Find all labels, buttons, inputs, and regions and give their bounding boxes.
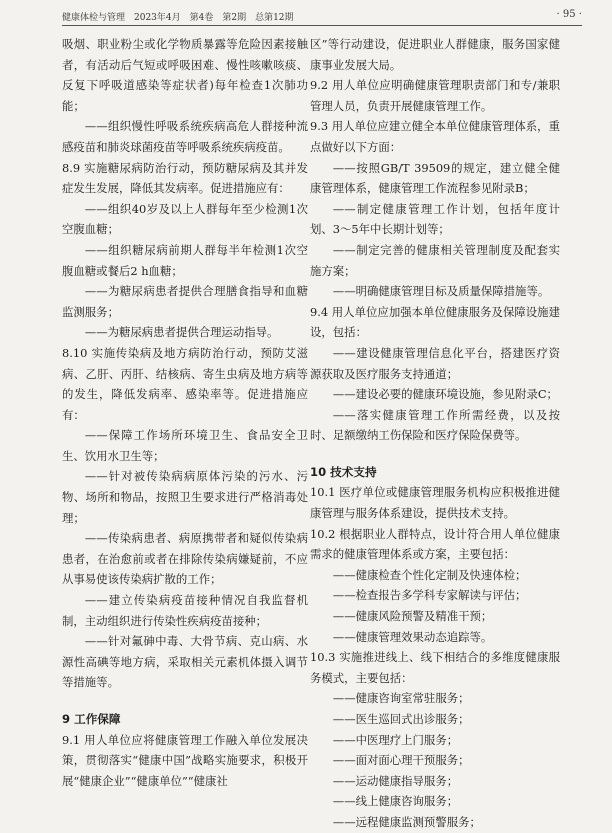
clause-paragraph: 10.1 医疗单位或健康管理服务机构应积极推进健康管理与服务体系建设，提供技术支持。 xyxy=(310,485,560,521)
clause-paragraph: 9.2 用人单位应明确健康管理职责部门和专/兼职管理人员，负责开展健康管理工作。 xyxy=(310,78,560,113)
journal-info: 健康体检与管理 2023年4月 第4卷 第2期 总第12期 xyxy=(62,13,294,23)
list-item: ——健康检查个性化定制及快速体检； xyxy=(332,567,527,582)
list-item: ——传染病患者、病原携带者和疑似传染病患者，在治愈前或者在排除传染病嫌疑前，不应从事易使该传染病扩散的工作； xyxy=(62,531,308,587)
clause-paragraph: 10.2 根据职业人群特点，设计符合用人单位健康需求的健康管理体系或方案，主要包括： xyxy=(310,526,560,562)
list-item: ——保障工作场所环境卫生、食品安全卫生、饮用水卫生等； xyxy=(62,428,308,463)
list-item: ——建立传染病疫苗接种情况自我监督机制，主动组织进行传染性疾病疫苗接种； xyxy=(62,593,308,628)
list-item: ——组织慢性呼吸系统疾病高危人群接种流感疫苗和肺炎球菌疫苗等呼吸系统疾病疫苗。 xyxy=(62,119,308,154)
clause-paragraph: 9.3 用人单位应建立健全本单位健康管理体系，重点做好以下方面： xyxy=(310,119,560,154)
header-rule xyxy=(62,25,582,26)
list-item: ——健康咨询室常驻服务； xyxy=(332,691,470,706)
list-item: ——建设必要的健康环境设施，参见附录C； xyxy=(332,387,558,402)
clause-paragraph: 9.4 用人单位应加强本单位健康服务及保障设施建设，包括： xyxy=(310,304,560,340)
list-item: ——明确健康管理目标及质量保障措施等。 xyxy=(332,284,550,299)
list-item: ——医生巡回式出诊服务； xyxy=(332,712,470,726)
left-column xyxy=(62,34,308,791)
list-item: ——按照GB/T 39509的规定，建立健全健康管理体系，健康管理工作流程参见附录B； xyxy=(310,160,560,196)
list-item: ——制定完善的健康相关管理制度及配套实施方案； xyxy=(310,242,560,278)
list-item: ——线上健康咨询服务； xyxy=(332,794,459,809)
right-column xyxy=(310,34,560,833)
list-item: ——制定健康管理工作计划，包括年度计划、3～5年中长期计划等； xyxy=(310,201,560,237)
list-item: ——为糖尿病患者提供合理运动指导。 xyxy=(84,325,279,340)
page-number: · 95 · xyxy=(556,9,582,20)
list-item: ——中医理疗上门服务； xyxy=(332,732,459,747)
list-item: ——面对面心理干预服务； xyxy=(332,753,470,768)
section-spacer xyxy=(310,446,560,462)
section-heading: 10 技术支持 xyxy=(310,464,377,479)
list-item: ——运动健康指导服务； xyxy=(332,773,459,788)
list-item: ——针对氟砷中毒、大骨节病、克山病、水源性高碘等地方病，采取相关元素机体摄入调节等措施等。 xyxy=(62,634,308,690)
list-item: ——检查报告多学科专家解读与评估； xyxy=(332,588,527,603)
list-item: ——落实健康管理工作所需经费，以及按时、足额缴纳工伤保险和医疗保险保费等。 xyxy=(310,407,560,443)
clause-paragraph: 8.9 实施糖尿病防治行动，预防糖尿病及其并发症发生发展，降低其发病率。促进措施应有： xyxy=(62,160,308,196)
clause-paragraph: 8.10 实施传染病及地方病防治行动，预防艾滋病、乙肝、丙肝、结核病、寄生虫病及地方病等的发生，降低发病率、感染率等。促进措施应有： xyxy=(62,345,308,422)
list-item: ——健康风险预警及精准干预； xyxy=(332,609,493,624)
section-heading: 9 工作保障 xyxy=(62,712,121,726)
section-spacer xyxy=(62,693,308,709)
page-header xyxy=(62,8,582,24)
list-item: ——为糖尿病患者提供合理膳食指导和血糖监测服务； xyxy=(62,284,308,319)
list-item: ——健康管理效果动态追踪等。 xyxy=(332,629,493,644)
list-item: ——建设健康管理信息化平台，搭建医疗资源获取及医疗服务支持通道； xyxy=(310,345,560,381)
list-item: ——远程健康监测预警服务； xyxy=(332,814,481,829)
clause-paragraph: 吸烟、职业粉尘或化学物质暴露等危险因素接触者，有活动后气短或呼吸困难、慢性咳嗽咳痰、反复下呼吸道感染等症状者)每年检查1次肺功能； xyxy=(62,37,308,113)
clause-paragraph: 9.1 用人单位应将健康管理工作融入单位发展决策，贯彻落实“健康中国”战略实施要求，积极开展“健康企业”“健康单位”“健康社 xyxy=(62,732,308,788)
list-item: ——组织糖尿病前期人群每半年检测1次空腹血糖或餐后2 h血糖； xyxy=(62,242,308,278)
list-item: ——针对被传染病病原体污染的污水、污物、场所和物品，按照卫生要求进行严格消毒处理； xyxy=(62,469,308,525)
list-item: ——组织40岁及以上人群每年至少检测1次空腹血糖； xyxy=(62,201,308,237)
clause-paragraph: 区”等行动建设，促进职业人群健康，服务国家健康事业发展大局。 xyxy=(310,37,560,72)
clause-paragraph: 10.3 实施推进线上、线下相结合的多维度健康服务模式，主要包括： xyxy=(310,650,560,685)
